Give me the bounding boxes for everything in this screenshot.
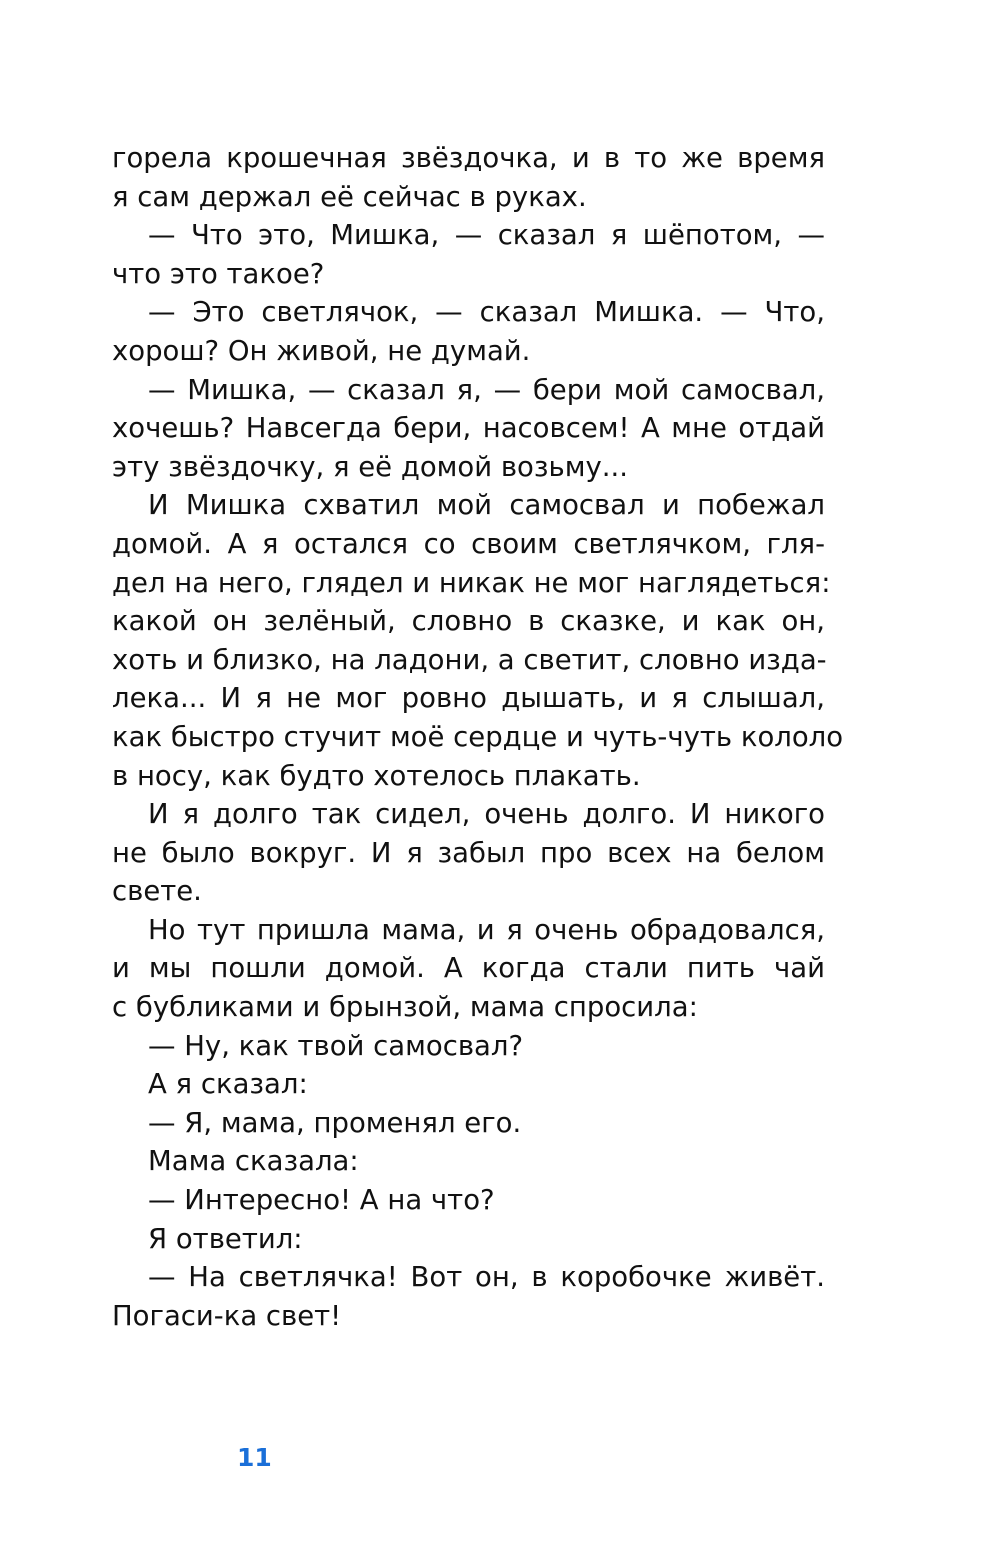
text-line: в носу, как будто хотелось плакать. xyxy=(112,759,641,792)
text-line: что это такое? xyxy=(112,257,325,290)
text-line: Я ответил: xyxy=(148,1222,303,1255)
text-line: — Ну, как твой самосвал? xyxy=(148,1029,524,1062)
text-line: домой. А я остался со своим светлячком, гля- xyxy=(112,527,825,560)
text-line: хоть и близко, на ладони, а светит, словно изда- xyxy=(112,643,827,676)
page-number: 11 xyxy=(237,1443,272,1472)
text-line: лека... И я не мог ровно дышать, и я слышал, xyxy=(112,682,825,715)
text-line: эту звёздочку, я её домой возьму... xyxy=(112,450,628,483)
text-line: какой он зелёный, словно в сказке, и как он, xyxy=(112,605,825,638)
text-line: с бубликами и брынзой, мама спросила: xyxy=(112,991,698,1024)
text-line: горела крошечная звёздочка, и в то же время xyxy=(112,142,825,174)
text-line: Погаси-ка свет! xyxy=(112,1299,342,1332)
text-line: И я долго так сидел, очень долго. И никого xyxy=(148,798,825,831)
text-line: — Это светлячок, — сказал Мишка. — Что, xyxy=(148,296,825,329)
text-line: дел на него, глядел и никак не мог наглядеться: xyxy=(112,566,831,599)
text-line: И Мишка схватил мой самосвал и побежал xyxy=(148,489,825,522)
text-line: — Я, мама, променял его. xyxy=(148,1106,522,1139)
text-line: Мама сказала: xyxy=(148,1145,359,1178)
text-line: свете. xyxy=(112,875,202,908)
text-line: — На светлячка! Вот он, в коробочке живёт. xyxy=(148,1261,825,1294)
text-line: хочешь? Навсегда бери, насовсем! А мне отдай xyxy=(112,412,825,445)
text-line: я сам держал её сейчас в руках. xyxy=(112,180,587,213)
text-line: А я сказал: xyxy=(148,1068,308,1101)
text-line: как быстро стучит моё сердце и чуть-чуть кололо xyxy=(112,720,844,753)
text-line: не было вокруг. И я забыл про всех на белом xyxy=(112,836,825,869)
text-line: — Мишка, — сказал я, — бери мой самосвал, xyxy=(148,373,825,406)
text-line: — Что это, Мишка, — сказал я шёпотом, — xyxy=(148,219,825,252)
page-text xyxy=(112,139,844,1335)
text-line: Но тут пришла мама, и я очень обрадовался, xyxy=(148,913,825,946)
text-line: и мы пошли домой. А когда стали пить чай xyxy=(112,952,825,985)
text-line: хорош? Он живой, не думай. xyxy=(112,334,531,367)
text-line: — Интересно! А на что? xyxy=(148,1184,495,1217)
